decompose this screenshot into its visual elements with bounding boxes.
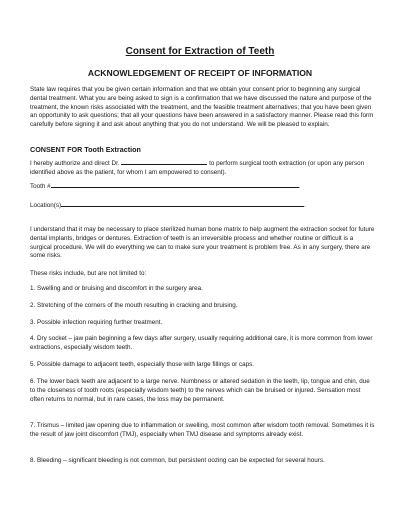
risk-item-7: 7. Trismus – limited jaw opening due to inflammation or swelling, most common after wisdom tooth removal. Sometimes it is the result of jaw joint discomfort (TMJ), especially when TMJ disease and symptoms already exist.	[30, 422, 375, 438]
risk-item-6: 6. The lower back teeth are adjacent to a large nerve. Numbness or altered sedation in the teeth, lip, tongue and chin, due to the closeness of tooth roots (especially wisdom teeth) to the nerves which can be bruised or injured. Sensation most often returns to normal, but in rare cases, the loss may be permanent.	[30, 378, 370, 403]
tooth-number-end: .	[298, 183, 301, 190]
intro-paragraph: State law requires that you be given certain information and that we obtain your consent prior to beginning any surgical dental treatment. What you are being asked to sign is a confirmation that we have discussed the nature and purpose of the treatment, the known risks associated with the treatment, and the feasible treatment alternatives; that you have been given an opportunity to ask questions; that all your questions have been answered in a satisfactory manner. Please read this form carefully before signing it and ask about anything that you do not understand. We will be pleased to explain.	[30, 86, 374, 129]
tooth-number-field[interactable]	[51, 181, 299, 188]
risks-intro: These risks include, but are not limited to:	[30, 270, 147, 277]
risk-item-8: 8. Bleeding – significant bleeding is not common, but persistent oozing can be expected for several hours.	[30, 457, 325, 464]
risk-item-2: 2. Stretching of the corners of the mouth resulting in cracking and bruising.	[30, 302, 238, 309]
risk-item-4: 4. Dry socket – jaw pain beginning a few days after surgery, usually requiring additional care, it is more common from lower extractions, especially wisdom teeth.	[30, 335, 373, 351]
tooth-number-label: Tooth #	[30, 183, 51, 190]
consent-end-punct: .	[224, 168, 227, 176]
consent-text-before: I hereby authorize and direct Dr.	[30, 160, 120, 167]
document-title: Consent for Extraction of Teeth	[125, 46, 275, 57]
tooth-number-row	[30, 181, 300, 191]
doctor-name-field[interactable]	[121, 158, 207, 165]
location-label: Location(s)	[30, 202, 62, 209]
location-end: .	[304, 202, 306, 209]
risk-item-1: 1. Swelling and or bruising and discomfort in the surgery area.	[30, 285, 203, 292]
consent-text-after: to perform surgical tooth extraction (or upon any person identified above as the patient, for whom I am empowered to consent)	[30, 160, 365, 176]
location-field[interactable]	[61, 200, 304, 207]
risk-item-5: 5. Possible damage to adjacent teeth, especially those with large fillings or caps.	[30, 361, 255, 368]
location-row	[30, 200, 306, 210]
bone-matrix-paragraph: I understand that it may be necessary to place sterilized human bone matrix to help augment the extraction socket for future dental implants, bridges or dentures. Extraction of teeth is an irreversible process and whether routine or difficult is a surgical procedure. We will do everything we can to make sure your treatment is problem free. As in any surgery, there are some risks.	[30, 226, 375, 260]
consent-statement	[30, 158, 375, 178]
consent-heading: CONSENT FOR Tooth Extraction	[30, 145, 141, 154]
document-subtitle: ACKNOWLEDGEMENT OF RECEIPT OF INFORMATION	[87, 68, 313, 78]
risk-item-3: 3. Possible infection requiring further treatment.	[30, 319, 163, 326]
